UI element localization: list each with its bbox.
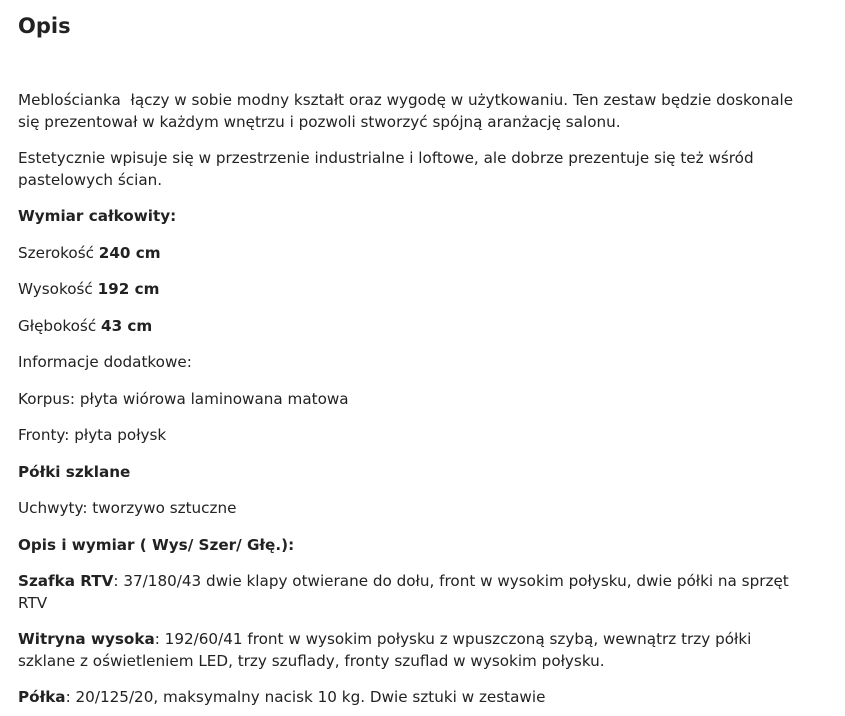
- intro-product-name: Meblościanka: [18, 91, 121, 109]
- width-label: Szerokość: [18, 243, 94, 262]
- intro-paragraph-2: Estetycznie wpisuje się w przestrzenie industrialne i loftowe, ale dobrze prezentuje się też wśród pastelowych ścian.: [18, 149, 754, 189]
- components-heading: Opis i wymiar ( Wys/ Szer/ Głę.):: [18, 535, 295, 554]
- dimensions-heading: Wymiar całkowity:: [18, 207, 177, 225]
- polka-label: Półka: [18, 688, 66, 706]
- polki-row: Półki szklane: [18, 462, 131, 481]
- fronty-row: Fronty: płyta połysk: [18, 426, 167, 444]
- rtv-label: Szafka RTV: [18, 572, 114, 590]
- depth-label: Głębokość: [18, 316, 97, 335]
- korpus-row: Korpus: płyta wiórowa laminowana matowa: [18, 389, 349, 408]
- depth-value: 43 cm: [101, 316, 153, 335]
- witryna-label: Witryna wysoka: [18, 630, 155, 648]
- witryna-row: [18, 629, 798, 672]
- polka-text: : 20/125/20, maksymalny nacisk 10 kg. Dwie sztuki w zestawie: [65, 688, 546, 706]
- width-value: 240 cm: [98, 243, 161, 262]
- rtv-row: [18, 571, 798, 614]
- rtv-text: : 37/180/43 dwie klapy otwierane do dołu, front w wysokim połysku, dwie półki na sprzęt RTV: [18, 572, 789, 612]
- uchwyty-row: Uchwyty: tworzywo sztuczne: [18, 499, 237, 517]
- height-row: [18, 279, 798, 301]
- polka-row: [18, 687, 798, 709]
- width-row: [18, 243, 798, 265]
- witryna-text: : 192/60/41 front w wysokim połysku z wpuszczoną szybą, wewnątrz trzy półki szklane z oświetleniem LED, trzy szuflady, fronty szuflad w wysokim połysku.: [18, 630, 752, 670]
- description-body: [18, 90, 798, 709]
- intro-text: łączy w sobie modny kształt oraz wygodę w użytkowaniu. Ten zestaw będzie doskonale się prezentował w każdym wnętrzu i pozwoli stworzyć spójną aranżację salonu.: [18, 91, 794, 131]
- height-label: Wysokość: [18, 280, 93, 298]
- height-value: 192 cm: [97, 280, 160, 298]
- section-title: Opis: [18, 14, 71, 38]
- depth-row: [18, 316, 798, 338]
- intro-paragraph-1: [18, 90, 798, 133]
- extra-info-heading: Informacje dodatkowe:: [18, 353, 192, 371]
